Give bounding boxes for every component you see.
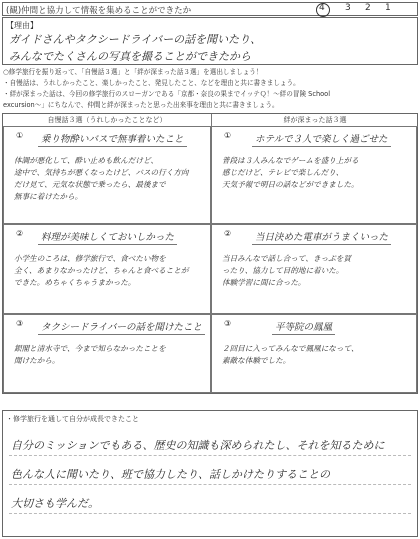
intro-text bbox=[3, 67, 417, 111]
reason-label: 【理由】 bbox=[6, 21, 38, 30]
row3-right-headline: 平等院の鳳凰 bbox=[272, 319, 335, 335]
row2-left-body-line-3: できた。めちゃくちゃうまかった。 bbox=[14, 278, 136, 287]
row2-left-body-line-1: 小学生のころは、修学旅行で、食べたい物を bbox=[14, 254, 166, 263]
growth-rule-1 bbox=[9, 455, 411, 456]
reason-line-1: ガイドさんやタクシードライバーの話を聞いたり、 bbox=[9, 33, 262, 46]
row1-left-num: ① bbox=[16, 131, 24, 140]
row1-right-num: ① bbox=[224, 131, 232, 140]
growth-line-2: 色んな人に聞いたり、班で協力したり、話しかけたりすることの bbox=[11, 468, 330, 481]
intro-line-4: excursion～」にちなんで、仲間と絆が深まったと思った出来事を理由と共に書きましょう。 bbox=[3, 101, 279, 109]
header-title: (観)仲間と協力して情報を集めることができたか bbox=[6, 6, 192, 16]
row3-left-headline: タクシードライバーの話を聞けたこと bbox=[38, 319, 205, 335]
row1-right-headline: ホテルで３人で楽しく過ごせた bbox=[252, 131, 391, 147]
row2-left-headline: 料理が美味しくておいしかった bbox=[38, 229, 177, 245]
growth-box bbox=[2, 410, 418, 537]
row1-right-cell bbox=[211, 126, 417, 224]
intro-line-1: ○修学旅行を振り返って、「自慢話３選」と「絆が深まった話３選」を選出しましょう！ bbox=[3, 68, 263, 76]
row3-left-cell bbox=[3, 314, 211, 393]
stories-table bbox=[2, 113, 418, 394]
row2-right-num: ② bbox=[224, 229, 232, 238]
row1-left-headline: 乗り物酔いバスで無事着いたこと bbox=[38, 131, 187, 147]
row1-left-body-line-4: 無事に着けたから。 bbox=[14, 192, 83, 201]
intro-line-2: ・自慢話は、うれしかったこと、楽しかったこと、発見したこと、などを理由と共に書きましょう。 bbox=[3, 79, 300, 87]
row2-right-body-line-1: 当日みんなで話し合って、きっぷを買 bbox=[222, 254, 351, 263]
row1-left-body bbox=[14, 155, 189, 203]
growth-rule-2 bbox=[9, 484, 411, 485]
row3-left-num: ③ bbox=[16, 319, 24, 328]
row2-right-body-line-3: 体験学習に間に合った。 bbox=[222, 278, 306, 287]
row2-right-body-line-2: ったり、協力して目的地に着いた。 bbox=[222, 266, 344, 275]
row2-left-cell bbox=[3, 224, 211, 314]
row1-right-body bbox=[222, 155, 359, 191]
rating-3: 3 bbox=[345, 3, 351, 13]
row2-left-body bbox=[14, 253, 189, 289]
col1-header: 自慢話３選（うれしかったことなど） bbox=[3, 114, 211, 127]
row3-left-body-line-1: 銀閣と清水寺で、今まで知らなかったことを bbox=[14, 344, 166, 353]
row1-left-body-line-2: 途中で、気持ちが悪くなったけど、バスの行く方向 bbox=[14, 168, 189, 177]
row2-right-body bbox=[222, 253, 351, 289]
row3-right-body-line-2: 素敵な体験でした。 bbox=[222, 356, 291, 365]
row2-right-cell bbox=[211, 224, 417, 314]
row3-right-body bbox=[222, 343, 359, 367]
row2-left-body-line-2: 全く、あまりなかったけど、ちゃんと食べることが bbox=[14, 266, 189, 275]
rating-4: 4 bbox=[319, 3, 325, 13]
reason-line-2: みんなでたくさんの写真を撮ることができたから bbox=[9, 50, 251, 63]
row3-right-cell bbox=[211, 314, 417, 393]
row3-right-num: ③ bbox=[224, 319, 232, 328]
growth-line-3: 大切さも学んだ。 bbox=[11, 497, 99, 510]
header-title-box bbox=[2, 2, 418, 16]
row1-right-body-line-1: 普段は３人みんなでゲームを盛り上がる bbox=[222, 156, 359, 165]
rating-2: 2 bbox=[365, 3, 371, 13]
row3-left-body-line-2: 聞けたから。 bbox=[14, 356, 60, 365]
growth-line-1: 自分のミッションでもある、歴史の知識も深められたし、それを知るために bbox=[11, 439, 385, 452]
row2-right-headline: 当日決めた電車がうまくいった bbox=[252, 229, 391, 245]
row1-left-body-line-3: だけ見て、元気な状態で乗ったら、最後まで bbox=[14, 180, 166, 189]
col2-header: 絆が深まった話３選 bbox=[211, 114, 418, 127]
row1-left-body-line-1: 体調が悪化して、酔い止めも飲んだけど、 bbox=[14, 156, 159, 165]
row1-left-cell bbox=[3, 126, 211, 224]
reason-box bbox=[2, 17, 418, 65]
rating-1: 1 bbox=[385, 3, 391, 13]
growth-rule-3 bbox=[9, 513, 411, 514]
row3-left-body bbox=[14, 343, 166, 367]
row2-left-num: ② bbox=[16, 229, 24, 238]
intro-line-3: ・絆が深まった話は、今回の修学旅行のスローガンである「京都・奈良の果までイッテＱ！～絆の冒険 School bbox=[3, 90, 331, 98]
row1-right-body-line-3: 天気予報で明日の話などができました。 bbox=[222, 180, 359, 189]
growth-label: ・修学旅行を通して自分が成長できたこと bbox=[6, 415, 139, 423]
row3-right-body-line-1: ２回目に入ってみんなで鳳凰になって、 bbox=[222, 344, 359, 353]
rating-scale bbox=[315, 2, 415, 16]
row1-right-body-line-2: 感じだけど、テレビで楽しんだり、 bbox=[222, 168, 344, 177]
